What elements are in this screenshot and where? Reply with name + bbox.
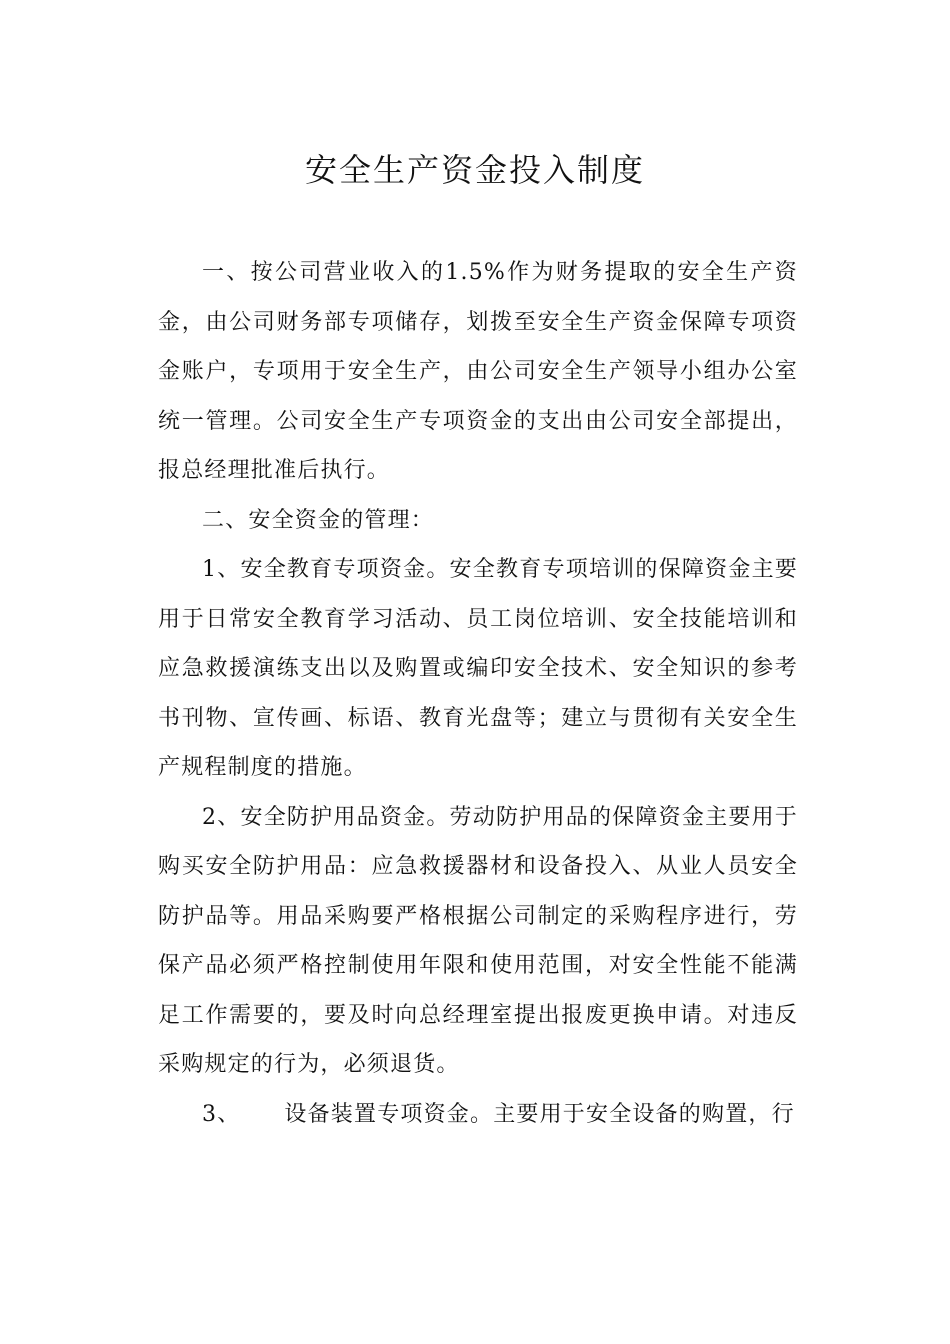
item-3-number: 3、 [202,1101,241,1127]
document-body [158,248,798,1139]
paragraph-fund-extraction: 一、按公司营业收入的1.5%作为财务提取的安全生产资金，由公司财务部专项储存，划拨至安全生产资金保障专项资金账户，专项用于安全生产，由公司安全生产领导小组办公室统一管理。公司安全生产专项资金的支出由公司安全部提出，报总经理批准后执行。 [158,260,798,483]
paragraph-protective-equipment-fund: 2、安全防护用品资金。劳动防护用品的保障资金主要用于购买安全防护用品：应急救援器材和设备投入、从业人员安全防护品等。用品采购要严格根据公司制定的采购程序进行，劳保产品必须严格控制使用年限和使用范围，对安全性能不能满足工作需要的，要及时向总经理室提出报废更换申请。对违反采购规定的行为，必须退货。 [158,804,798,1077]
paragraph-education-fund: 1、安全教育专项资金。安全教育专项培训的保障资金主要用于日常安全教育学习活动、员工岗位培训、安全技能培训和应急救援演练支出以及购置或编印安全技术、安全知识的参考书刊物、宣传画、标语、教育光盘等；建立与贯彻有关安全生产规程制度的措施。 [158,557,798,780]
document-title: 安全生产资金投入制度 [304,151,645,189]
paragraph-equipment-fund [158,1090,798,1140]
item-3-text: 设备装置专项资金。主要用于安全设备的购置，行 [284,1101,795,1127]
section-heading-fund-management: 二、安全资金的管理： [202,507,435,533]
